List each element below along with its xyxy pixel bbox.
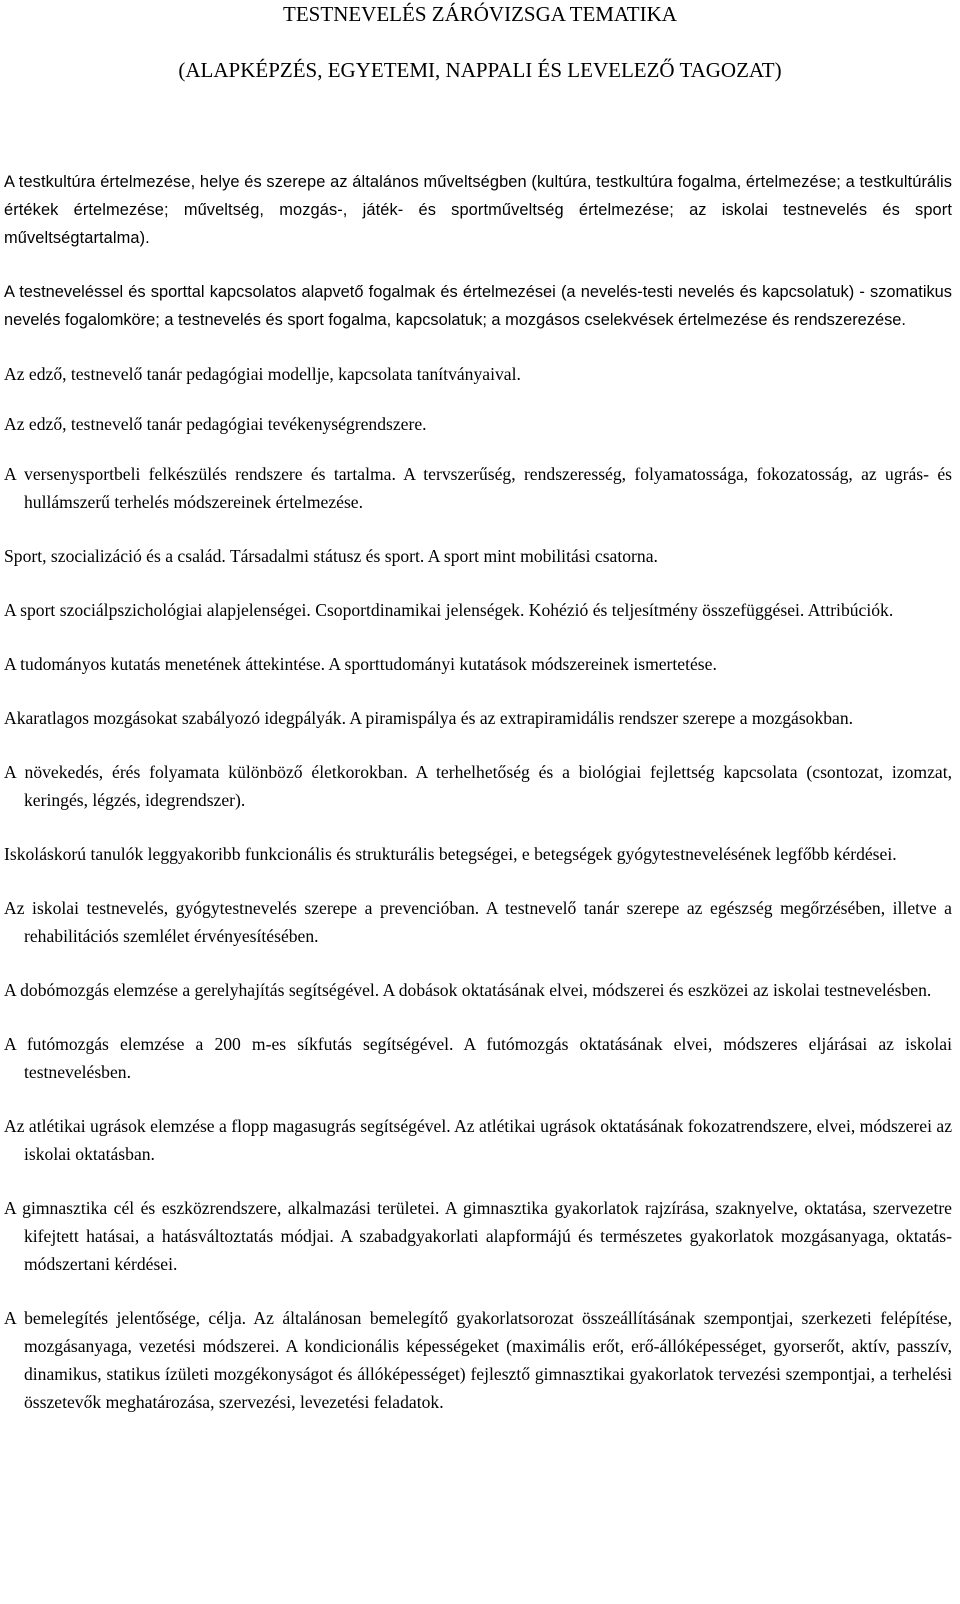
topic-item-15: Az atlétikai ugrások elemzése a flopp magasugrás segítségével. Az atlétikai ugrások oktatásának fokozatrendszere, elvei, módszerei az iskolai oktatásban.	[4, 1116, 952, 1164]
topic-item-6: Sport, szocializáció és a család. Társadalmi státusz és sport. A sport mint mobilitási csatorna.	[4, 546, 658, 566]
topic-item-3: Az edző, testnevelő tanár pedagógiai modellje, kapcsolata tanítványaival.	[4, 364, 521, 384]
topic-item-4: Az edző, testnevelő tanár pedagógiai tevékenységrendszere.	[4, 414, 427, 434]
topic-item-12: Az iskolai testnevelés, gyógytestnevelés szerepe a prevencióban. A testnevelő tanár szerepe az egészség megőrzésében, illetve a rehabilitációs szemlélet érvényesítésében.	[4, 898, 952, 946]
topic-item-13: A dobómozgás elemzése a gerelyhajítás segítségével. A dobások oktatásának elvei, módszerei és eszközei az iskolai testnevelésben.	[4, 980, 932, 1000]
topic-item-9: Akaratlagos mozgásokat szabályozó idegpályák. A piramispálya és az extrapiramidális rendszer szerepe a mozgásokban.	[4, 708, 854, 728]
document-subtitle: (ALAPKÉPZÉS, EGYETEMI, NAPPALI ÉS LEVELEZŐ TAGOZAT)	[178, 58, 782, 82]
document-title: TESTNEVELÉS ZÁRÓVIZSGA TEMATIKA	[283, 2, 677, 26]
topic-item-7: A sport szociálpszichológiai alapjelenségei. Csoportdinamikai jelenségek. Kohézió és teljesítmény összefüggései. Attribúciók.	[4, 600, 894, 620]
topic-item-16: A gimnasztika cél és eszközrendszere, alkalmazási területei. A gimnasztika gyakorlatok rajzírása, szaknyelve, oktatása, szervezetre kifejtett hatásai, a hatásváltoztatás módjai. A szabadgyakorlati alapformájú és természetes gyakorlatok mozgásanyaga, oktatás-módszertani kérdései.	[4, 1198, 952, 1274]
topic-item-11: Iskoláskorú tanulók leggyakoribb funkcionális és strukturális betegségei, e betegségek gyógytestnevelésének legfőbb kérdései.	[4, 844, 897, 864]
topic-item-1: A testkultúra értelmezése, helye és szerepe az általános műveltségben (kultúra, testkultúra fogalma, értelmezése; a testkultúrális értékek értelmezése; műveltség, mozgás-, játék- és sportműveltség értelmezése; az iskolai testnevelés és sport műveltségtartalma).	[4, 173, 952, 247]
topic-list	[4, 168, 952, 1442]
topic-item-8: A tudományos kutatás menetének áttekintése. A sporttudományi kutatások módszereinek ismertetése.	[4, 654, 717, 674]
topic-item-17: A bemelegítés jelentősége, célja. Az általánosan bemelegítő gyakorlatsorozat összeállításának szempontjai, szerkezeti felépítése, mozgásanyaga, vezetési módszerei. A kondicionális képességeket (maximális erőt, erő-állóképességet, gyorserőt, aktív, passzív, dinamikus, statikus ízületi mozgékonyságot és állóképességet) fejlesztő gimnasztikai gyakorlatok tervezési szempontjai, a terhelési összetevők meghatározása, szervezési, levezetési feladatok.	[4, 1308, 952, 1412]
topic-item-5: A versenysportbeli felkészülés rendszere és tartalma. A tervszerűség, rendszeresség, folyamatossága, fokozatosság, az ugrás- és hullámszerű terhelés módszereinek értelmezése.	[4, 464, 952, 512]
topic-item-2: A testneveléssel és sporttal kapcsolatos alapvető fogalmak és értelmezései (a nevelés-testi nevelés és kapcsolatuk) - szomatikus nevelés fogalomköre; a testnevelés és sport fogalma, kapcsolatuk; a mozgásos cselekvések értelmezése és rendszerezése.	[4, 283, 952, 329]
topic-item-14: A futómozgás elemzése a 200 m-es síkfutás segítségével. A futómozgás oktatásának elvei, módszeres eljárásai az iskolai testnevelésben.	[4, 1034, 952, 1082]
topic-item-10: A növekedés, érés folyamata különböző életkorokban. A terhelhetőség és a biológiai fejlettség kapcsolata (csontozat, izomzat, keringés, légzés, idegrendszer).	[4, 762, 952, 810]
